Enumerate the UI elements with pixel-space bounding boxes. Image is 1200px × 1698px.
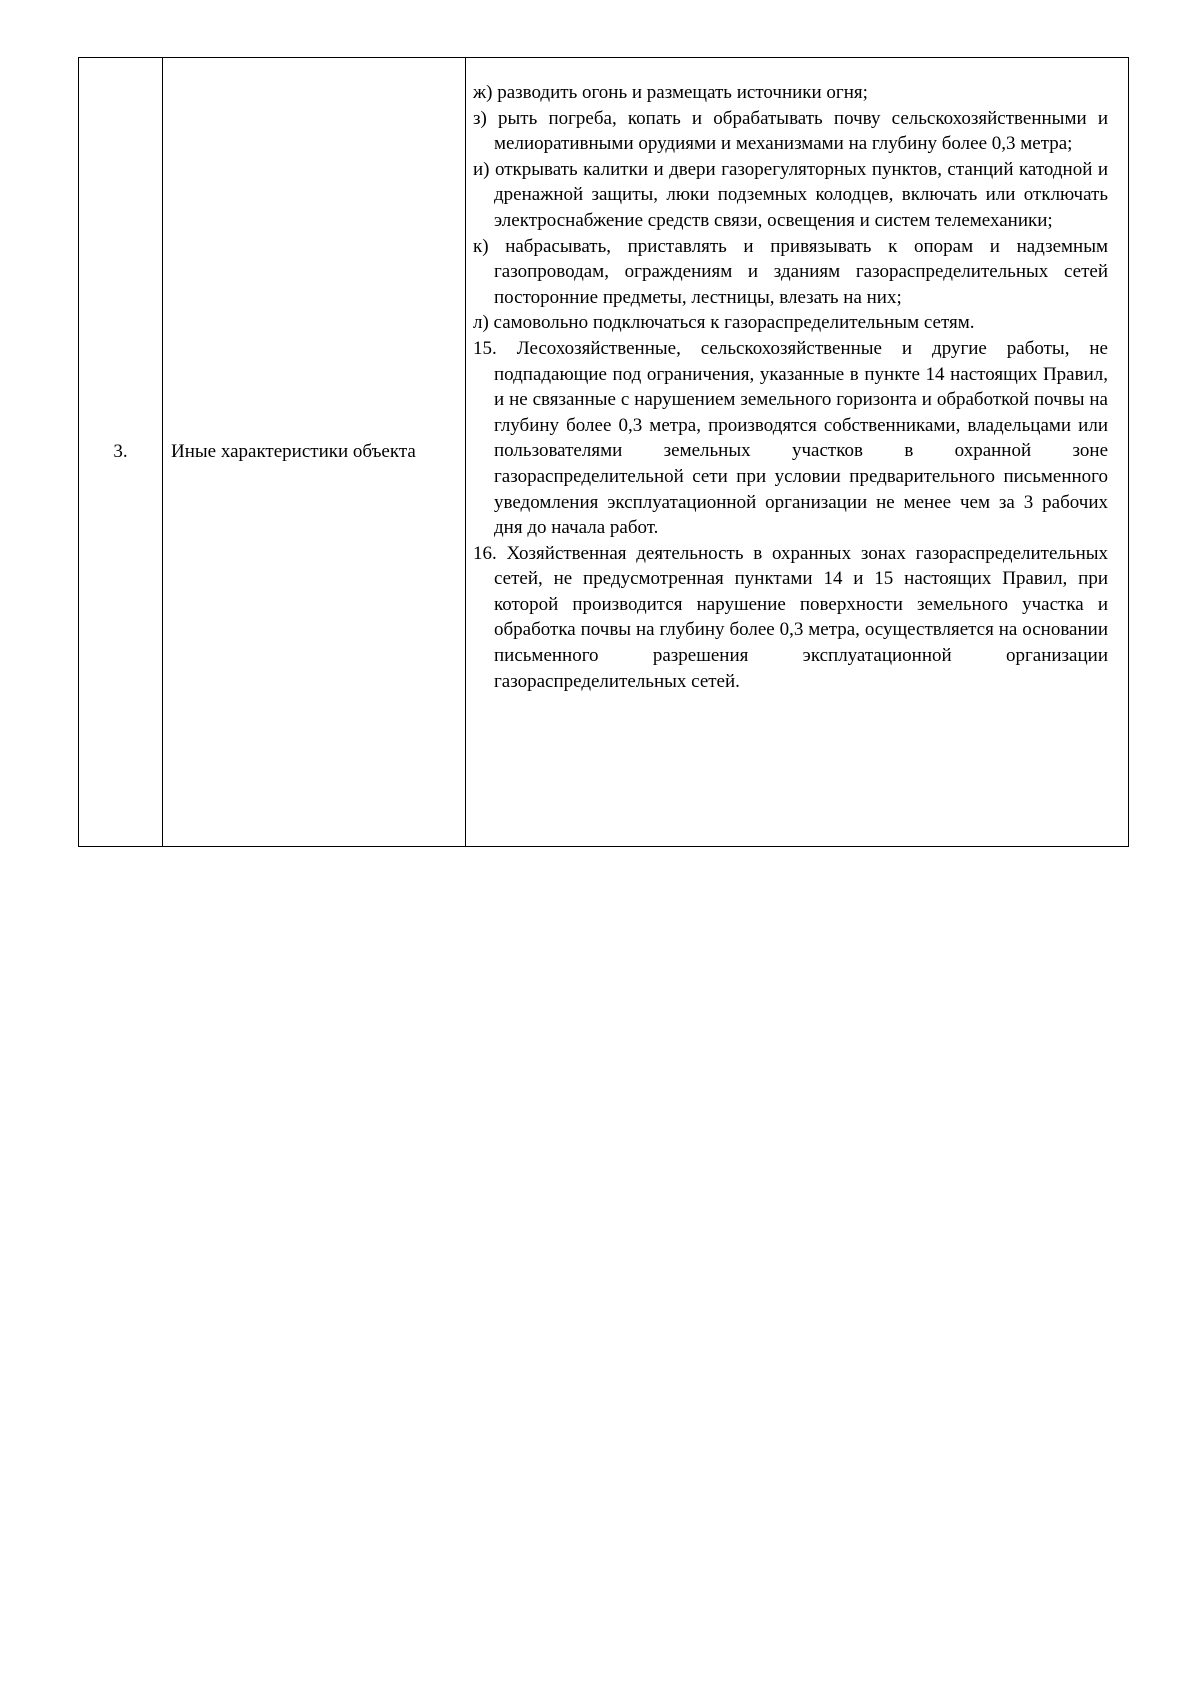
restriction-item-zh: ж) разводить огонь и размещать источники огня; — [473, 82, 868, 103]
table-row — [79, 58, 1129, 847]
row-description-cell — [466, 58, 1129, 847]
row-name-cell — [163, 58, 466, 847]
restriction-item-i: и) открывать калитки и двери газорегуляторных пунктов, станций катодной и дренажной защиты, люки подземных колодцев, включать или отключать электроснабжение средств связи, освещения и систем телемеханики; — [473, 158, 1108, 231]
restriction-item-l: л) самовольно подключаться к газораспределительным сетям. — [473, 312, 975, 334]
row-number-cell — [79, 58, 163, 847]
characteristics-table — [78, 57, 1129, 847]
restriction-item-z: з) рыть погреба, копать и обрабатывать почву сельскохозяйственными и мелиоративными орудиями и механизмами на глубину более 0,3 метра; — [473, 107, 1108, 155]
restriction-item-k: к) набрасывать, приставлять и привязывать к опорам и надземным газопроводам, ограждениям и зданиям газораспределительных сетей посторонние предметы, лестницы, влезать на них; — [473, 235, 1108, 308]
rule-paragraph-15: 15. Лесохозяйственные, сельскохозяйственные и другие работы, не подпадающие под ограничения, указанные в пункте 14 настоящих Правил, и не связанные с нарушением земельного горизонта и обработкой почвы на глубину более 0,3 метра, производятся собственниками, владельцами или пользователями земельных участков в охранной зоне газораспределительной сети при условии предварительного письменного уведомления эксплуатационной организации не менее чем за 3 рабочих дня до начала работ. — [473, 337, 1108, 539]
row-number: 3. — [113, 441, 128, 462]
row-name: Иные характеристики объекта — [171, 441, 416, 462]
rule-paragraph-16: 16. Хозяйственная деятельность в охранных зонах газораспределительных сетей, не предусмотренная пунктами 14 и 15 настоящих Правил, при которой производится нарушение поверхности земельного участка и обработка почвы на глубину более 0,3 метра, осуществляется на основании письменного разрешения эксплуатационной организации газораспределительных сетей. — [473, 542, 1108, 692]
